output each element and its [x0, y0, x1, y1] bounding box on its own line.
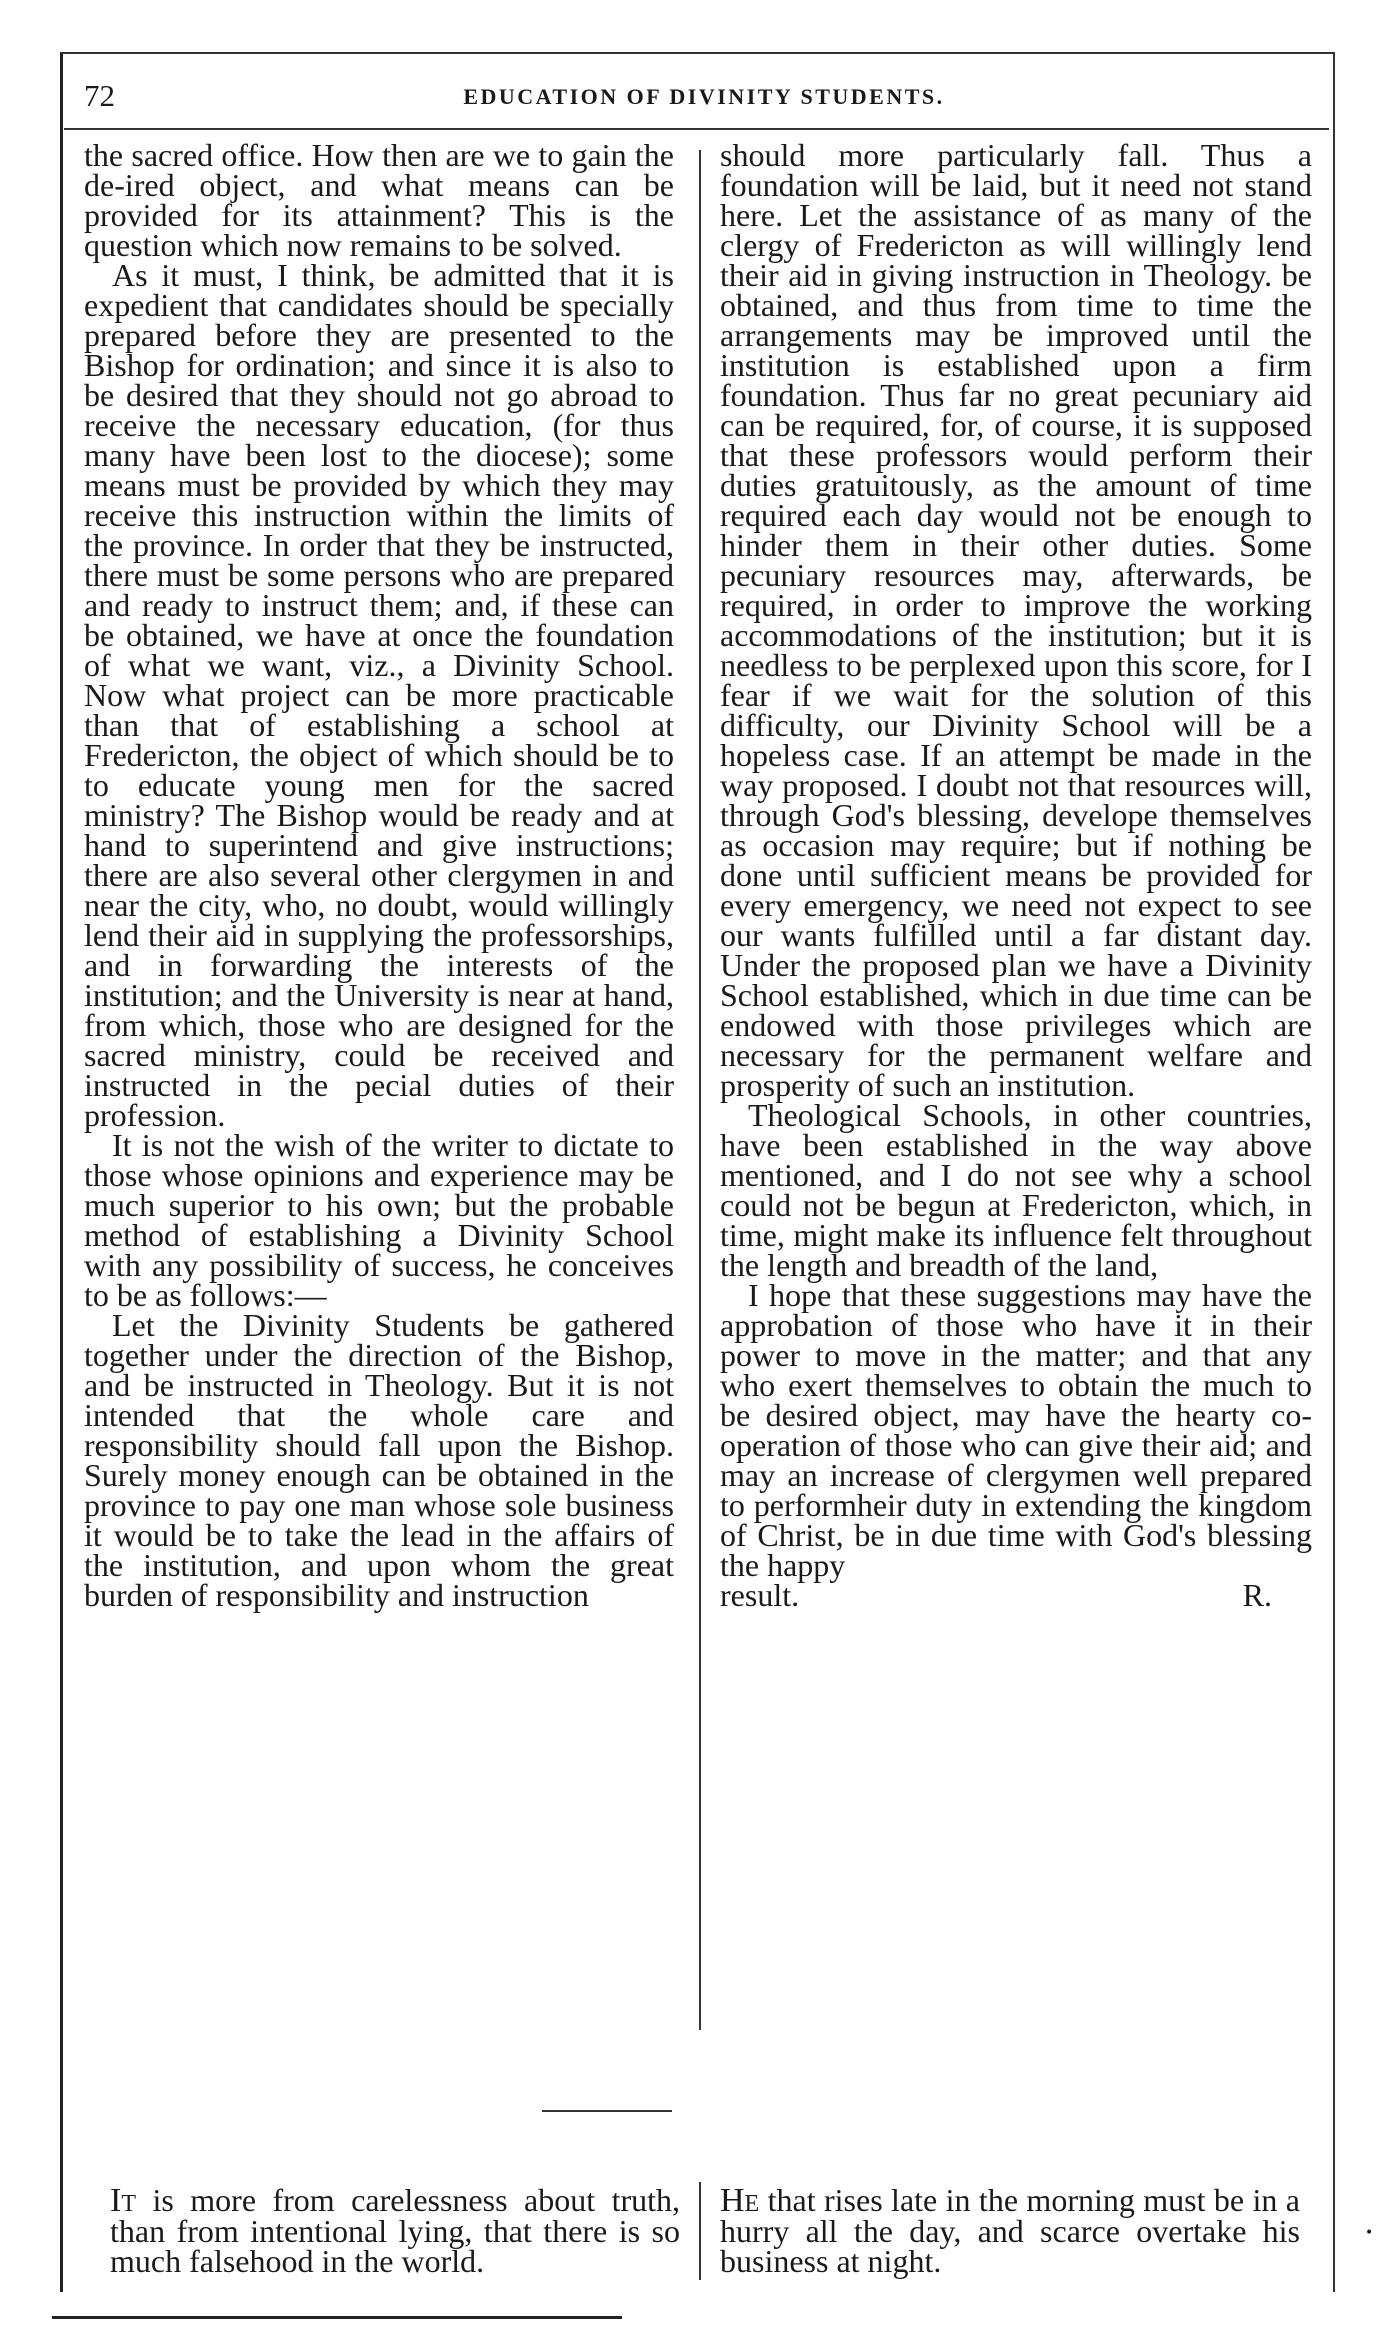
- paragraph: I hope that these suggestions may have the approbation of those who have it in their power to move in the matter; and that any who exert themselves to obtain the much to be desired object, may have the hearty co-operation of those who can give their aid; and may an increase of clergymen well prepared to performheir duty in extending the kingdom of Christ, be in due time with God's blessing the happy: [720, 1277, 1312, 1583]
- section-separator: [542, 2110, 672, 2112]
- paragraph: the sacred office. How then are we to gain the de-ired object, and what means can be provided for its attainment? This is the question which now remains to be solved.: [84, 137, 674, 263]
- footer-maxim-left: [110, 2182, 680, 2279]
- page-number: 72: [84, 78, 115, 113]
- author-signature: R.: [1242, 1577, 1272, 1613]
- article-left-column: [84, 137, 674, 2040]
- running-title: EDUCATION OF DIVINITY STUDENTS.: [463, 84, 945, 109]
- maxim-text: is more from carelessness about truth, than from intentional lying, that there is so much falsehood in the world.: [110, 2182, 680, 2279]
- paragraph: As it must, I think, be admitted that it is expedient that candidates should be specially prepared before they are presented to the Bishop for ordination; and since it is also to be desired that they should not go abroad to receive the necessary education, (for thus many have been lost to the diocese); some means must be provided by which they may receive this instruction within the limits of the province. In order that they be instructed, there must be some persons who are prepared and ready to instruct them; and, if these can be obtained, we have at once the foundation of what we want, viz., a Divinity School. Now what project can be more practicable than that of establishing a school at Fredericton, the object of which should be to to educate young men for the sacred ministry? The Bishop would be ready and at hand to superintend and give instructions; there are also several other clergymen in and near the city, who, no doubt, would willingly lend their aid in supplying the professorships, and in forwarding the interests of the institution; and the University is near at hand, from which, those who are designed for the sacred ministry, could be received and instructed in the pecial duties of their profession.: [84, 257, 674, 1133]
- header-rule: [64, 128, 1329, 130]
- column-divider: [699, 150, 701, 2030]
- margin-speck: •: [1365, 2225, 1374, 2241]
- maxim-text: that rises late in the morning must be in a hurry all the day, and scarce overtake his business at night.: [720, 2182, 1300, 2279]
- bottom-rule: [52, 2316, 622, 2319]
- paragraph: Theological Schools, in other countries, have been established in the way above mentioned, and I do not see why a school could not be begun at Fredericton, which, in time, might make its influence felt throughout the length and breadth of the land,: [720, 1097, 1312, 1283]
- footer-maxim-right: [720, 2182, 1300, 2279]
- maxim-lead-word: He: [720, 2182, 760, 2219]
- article-right-column: [720, 137, 1312, 2040]
- paragraph: should more particularly fall. Thus a foundation will be laid, but it need not stand here. Let the assistance of as many of the clergy of Fredericton as will willingly lend their aid in giving instruction in Theology. be obtained, and thus from time to time the arrangements may be improved until the institution is established upon a firm foundation. Thus far no great pecuniary aid can be required, for, of course, it is supposed that these professors would perform their duties gratuitously, as the amount of time required each day would not be enough to hinder them in their other duties. Some pecuniary resources may, afterwards, be required, in order to improve the working accommodations of the institution; but it is needless to be perplexed upon this score, for I fear if we wait for the solution of this difficulty, our Divinity School will be a hopeless case. If an attempt be made in the way proposed. I doubt not that resources will, through God's blessing, develope themselves as occasion may require; but if nothing be done until sufficient means be provided for every emergency, we need not expect to see our wants fulfilled until a far distant day. Under the proposed plan we have a Divinity School established, which in due time can be endowed with those privileges which are necessary for the permanent welfare and prosperity of such an institution.: [720, 137, 1312, 1103]
- paragraph: Let the Divinity Students be gathered together under the direction of the Bishop, and be instructed in Theology. But it is not intended that the whole care and responsibility should fall upon the Bishop. Surely money enough can be obtained in the province to pay one man whose sole business it would be to take the lead in the affairs of the institution, and upon whom the great burden of responsibility and instruction: [84, 1307, 674, 1613]
- page-header: [84, 72, 1324, 128]
- paragraph: It is not the wish of the writer to dictate to those whose opinions and experience may be much superior to his own; but the probable method of establishing a Divinity School with any possibility of success, he conceives to be as follows:—: [84, 1127, 674, 1313]
- maxim-lead-word: It: [110, 2182, 136, 2219]
- footer-divider: [699, 2182, 701, 2280]
- signature-line: [720, 1577, 1312, 1613]
- closing-word: result.: [720, 1577, 800, 1613]
